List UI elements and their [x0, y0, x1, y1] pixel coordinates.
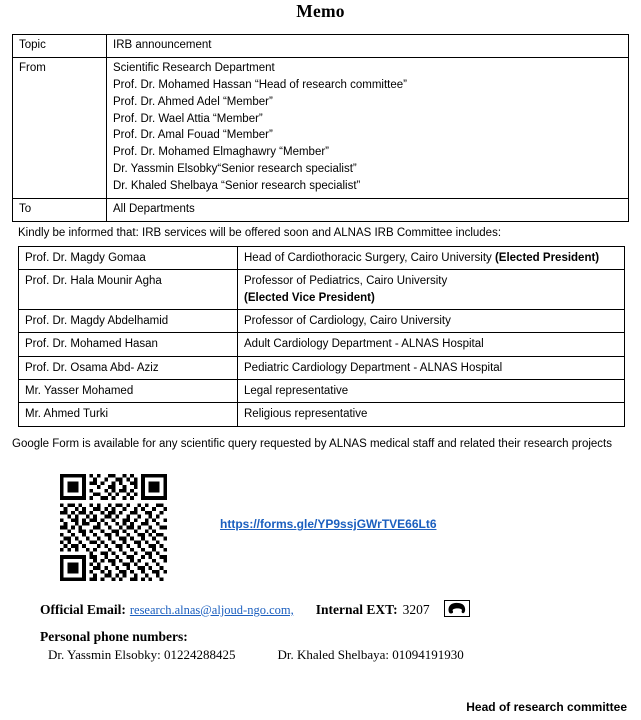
personal-phone-entry: Dr. Khaled Shelbaya: 01094191930	[277, 647, 464, 663]
member-name: Prof. Dr. Mohamed Hasan	[19, 333, 238, 356]
member-role	[238, 246, 625, 269]
personal-phone-entry: Dr. Yassmin Elsobky: 01224288425	[48, 647, 236, 663]
member-role-emphasis: (Elected President)	[494, 251, 600, 264]
telephone-icon	[444, 600, 470, 620]
member-name: Mr. Ahmed Turki	[19, 403, 238, 426]
member-role-text: Professor of Pediatrics, Cairo University	[244, 275, 448, 288]
from-member: Prof. Dr. Wael Attia “Member”	[113, 112, 263, 125]
memo-header-table	[12, 34, 629, 222]
member-role-emphasis: (Elected Vice President)	[244, 291, 375, 304]
header-label-to: To	[13, 199, 107, 222]
personal-phones-heading: Personal phone numbers:	[40, 629, 188, 645]
official-email-label: Official Email:	[40, 602, 126, 618]
member-name: Prof. Dr. Magdy Gomaa	[19, 246, 238, 269]
table-row	[19, 379, 625, 402]
table-row	[19, 403, 625, 426]
table-row	[13, 199, 629, 222]
member-role-text: Head of Cardiothoracic Surgery, Cairo University	[244, 251, 495, 264]
from-member: Prof. Dr. Mohamed Hassan “Head of research committee”	[113, 78, 408, 91]
personal-phones-row	[12, 647, 629, 663]
qr-section	[12, 474, 629, 594]
google-form-link[interactable]: https://forms.gle/YP9ssjGWrTVE66Lt6	[220, 517, 437, 532]
table-row	[13, 35, 629, 58]
table-row	[19, 309, 625, 332]
signature-line: Head of research committee	[466, 700, 627, 714]
header-value-from	[107, 57, 629, 198]
from-member: Prof. Dr. Mohamed Elmaghawry “Member”	[113, 146, 330, 159]
table-row	[19, 356, 625, 379]
header-value-to: All Departments	[107, 199, 629, 222]
internal-ext-value: 3207	[402, 602, 430, 618]
table-row	[19, 270, 625, 310]
member-role: Professor of Cardiology, Cairo University	[238, 309, 625, 332]
member-role: Legal representative	[238, 379, 625, 402]
official-email-link[interactable]: research.alnas@aljoud-ngo.com,	[129, 602, 294, 617]
header-label-topic: Topic	[13, 35, 107, 58]
header-label-from: From	[13, 57, 107, 198]
header-value-topic: IRB announcement	[107, 35, 629, 58]
member-name: Prof. Dr. Osama Abd- Aziz	[19, 356, 238, 379]
page-title: Memo	[296, 1, 345, 21]
telephone-icon-svg	[444, 600, 470, 617]
member-role: Religious representative	[238, 403, 625, 426]
google-form-note: Google Form is available for any scientific query requested by ALNAS medical staff and related their research projects	[12, 437, 613, 450]
internal-ext-label: Internal EXT:	[315, 602, 398, 618]
from-member: Dr. Yassmin Elsobky“Senior research specialist”	[113, 163, 357, 176]
member-role: Adult Cardiology Department - ALNAS Hospital	[238, 333, 625, 356]
table-row	[19, 246, 625, 269]
from-member: Prof. Dr. Amal Fouad “Member”	[113, 129, 273, 142]
table-row	[13, 57, 629, 198]
member-role: Pediatric Cardiology Department - ALNAS Hospital	[238, 356, 625, 379]
announcement-line: Kindly be informed that: IRB services will be offered soon and ALNAS IRB Committee includes:	[18, 226, 502, 239]
member-name: Mr. Yasser Mohamed	[19, 379, 238, 402]
from-member: Prof. Dr. Ahmed Adel “Member”	[113, 95, 273, 108]
member-name: Prof. Dr. Hala Mounir Agha	[19, 270, 238, 310]
qr-code-icon	[60, 474, 167, 581]
official-contact-row	[12, 600, 629, 620]
member-role	[238, 270, 625, 310]
from-dept: Scientific Research Department	[113, 61, 275, 74]
irb-committee-table	[18, 246, 625, 427]
from-member: Dr. Khaled Shelbaya “Senior research specialist”	[113, 180, 361, 193]
table-row	[19, 333, 625, 356]
member-name: Prof. Dr. Magdy Abdelhamid	[19, 309, 238, 332]
